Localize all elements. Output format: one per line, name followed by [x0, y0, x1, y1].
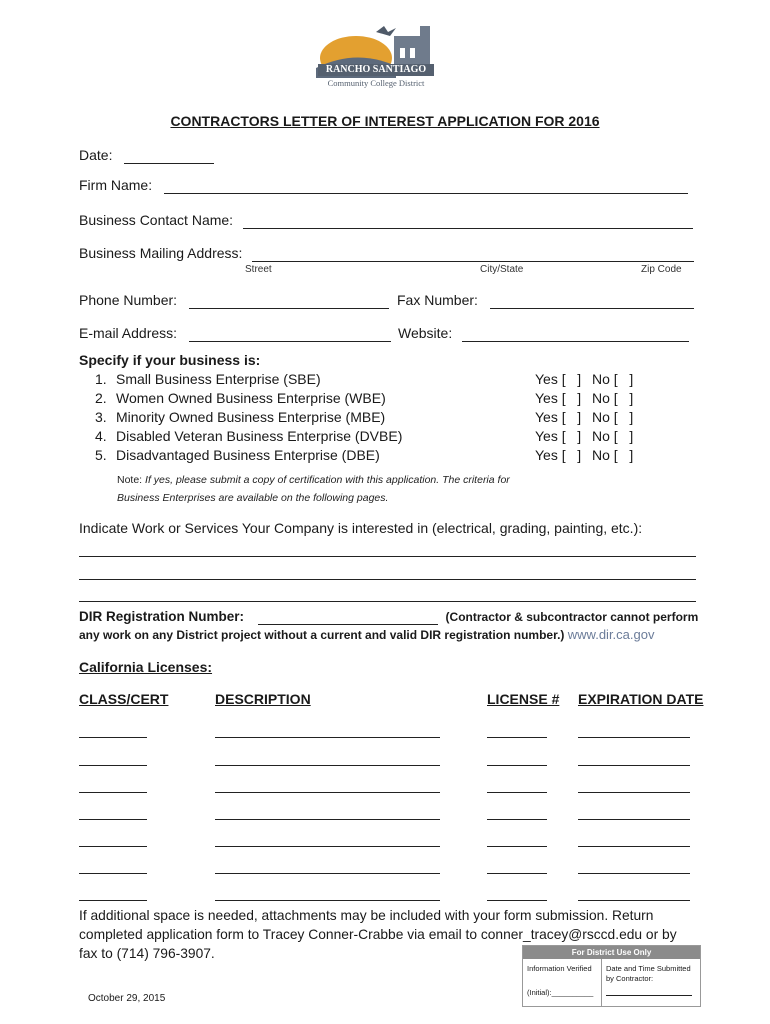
- phone-row: [79, 292, 389, 309]
- date-time-label-2: by Contractor:: [606, 974, 654, 983]
- district-logo: [316, 18, 436, 90]
- license-number-field[interactable]: [487, 737, 547, 738]
- dir-link[interactable]: www.dir.ca.gov: [567, 627, 655, 642]
- no-checkbox[interactable]: No [ ]: [592, 371, 634, 387]
- item-label: Small Business Enterprise (SBE): [116, 371, 321, 387]
- firm-name-field[interactable]: [164, 177, 688, 194]
- description-field[interactable]: [215, 819, 440, 820]
- dbe-yes-no: [535, 447, 633, 463]
- closing-line-2: completed application form to Tracey Conner-Crabbe via email to conner_tracey@rsccd.edu or by: [79, 927, 677, 942]
- list-item: [95, 428, 402, 444]
- item-number: 1.: [95, 371, 107, 387]
- item-number: 2.: [95, 390, 107, 406]
- col-license-number: LICENSE #: [487, 691, 560, 707]
- contact-name-field[interactable]: [243, 212, 693, 229]
- no-checkbox[interactable]: No [ ]: [592, 390, 634, 406]
- item-label: Disadvantaged Business Enterprise (DBE): [116, 447, 380, 463]
- firm-name-label: Firm Name:: [79, 177, 153, 193]
- license-number-field[interactable]: [487, 846, 547, 847]
- col-expiration-date: EXPIRATION DATE: [578, 691, 704, 707]
- info-verified-label: Information Verified: [527, 964, 592, 973]
- class-field[interactable]: [79, 846, 147, 847]
- class-field[interactable]: [79, 765, 147, 766]
- class-field[interactable]: [79, 737, 147, 738]
- license-number-field[interactable]: [487, 792, 547, 793]
- licenses-heading: California Licenses:: [79, 659, 213, 675]
- note-label: Note:: [117, 474, 143, 486]
- col-class-cert: CLASS/CERT: [79, 691, 169, 707]
- street-caption: Street: [245, 264, 272, 275]
- item-number: 5.: [95, 447, 107, 463]
- work-line-2[interactable]: [79, 579, 696, 580]
- no-checkbox[interactable]: No [ ]: [592, 447, 634, 463]
- firm-name-row: [79, 177, 688, 194]
- no-checkbox[interactable]: No [ ]: [592, 409, 634, 425]
- class-field[interactable]: [79, 819, 147, 820]
- closing-line-1: If additional space is needed, attachments may be included with your form submission. Return: [79, 908, 654, 923]
- date-field[interactable]: [124, 147, 214, 164]
- class-field[interactable]: [79, 792, 147, 793]
- fax-row: [397, 292, 694, 309]
- item-number: 3.: [95, 409, 107, 425]
- expiration-field[interactable]: [578, 792, 690, 793]
- item-label: Minority Owned Business Enterprise (MBE): [116, 409, 386, 425]
- box-divider: [601, 959, 602, 1006]
- contact-name-label: Business Contact Name:: [79, 212, 234, 228]
- yes-checkbox[interactable]: Yes [ ]: [535, 409, 582, 425]
- fax-label: Fax Number:: [397, 292, 478, 308]
- website-label: Website:: [398, 325, 453, 341]
- work-line-1[interactable]: [79, 556, 696, 557]
- sbe-yes-no: [535, 371, 633, 387]
- expiration-field[interactable]: [578, 819, 690, 820]
- note-line-2: Business Enterprises are available on the following pages.: [117, 492, 389, 504]
- logo-text-sub: Community College District: [327, 78, 425, 88]
- description-field[interactable]: [215, 737, 440, 738]
- dvbe-yes-no: [535, 428, 633, 444]
- list-item: [95, 371, 321, 387]
- website-field[interactable]: [462, 325, 689, 342]
- item-number: 4.: [95, 428, 107, 444]
- fax-field[interactable]: [490, 292, 694, 309]
- district-use-header: For District Use Only: [523, 946, 700, 959]
- date-row: [79, 147, 214, 164]
- license-number-field[interactable]: [487, 819, 547, 820]
- item-label: Women Owned Business Enterprise (WBE): [116, 390, 386, 406]
- date-time-label-1: Date and Time Submitted: [606, 964, 691, 973]
- dir-number-field[interactable]: [258, 609, 438, 625]
- expiration-field[interactable]: [578, 873, 690, 874]
- zip-caption: Zip Code: [641, 264, 682, 275]
- mbe-yes-no: [535, 409, 633, 425]
- dir-text-2: any work on any District project without a current and valid DIR registration number.): [79, 628, 565, 642]
- email-label: E-mail Address:: [79, 325, 178, 341]
- description-field[interactable]: [215, 846, 440, 847]
- email-row: [79, 325, 391, 342]
- mailing-address-row: [79, 245, 694, 262]
- license-number-field[interactable]: [487, 765, 547, 766]
- phone-field[interactable]: [189, 292, 389, 309]
- closing-line-3: fax to (714) 796-3907.: [79, 946, 215, 961]
- yes-checkbox[interactable]: Yes [ ]: [535, 371, 582, 387]
- class-field[interactable]: [79, 900, 147, 901]
- license-number-field[interactable]: [487, 873, 547, 874]
- specify-heading: Specify if your business is:: [79, 352, 261, 368]
- description-field[interactable]: [215, 900, 440, 901]
- item-label: Disabled Veteran Business Enterprise (DVBE): [116, 428, 403, 444]
- list-item: [95, 447, 380, 463]
- district-use-box: [522, 945, 701, 1007]
- description-field[interactable]: [215, 873, 440, 874]
- description-field[interactable]: [215, 765, 440, 766]
- page-title: CONTRACTORS LETTER OF INTEREST APPLICATION FOR 2016: [170, 113, 600, 129]
- certification-note: [117, 474, 510, 486]
- expiration-field[interactable]: [578, 765, 690, 766]
- dir-text-1: (Contractor & subcontractor cannot perform: [445, 610, 699, 624]
- work-line-3[interactable]: [79, 601, 696, 602]
- dir-row-2: [79, 627, 654, 642]
- website-row: [398, 325, 689, 342]
- date-time-field[interactable]: [606, 995, 692, 996]
- note-line-1: If yes, please submit a copy of certification with this application. The criteria for: [145, 474, 510, 486]
- expiration-field[interactable]: [578, 900, 690, 901]
- license-number-field[interactable]: [487, 900, 547, 901]
- list-item: [95, 390, 386, 406]
- date-label: Date:: [79, 147, 113, 163]
- footer-date: October 29, 2015: [88, 993, 166, 1004]
- dir-label: DIR Registration Number:: [79, 609, 245, 624]
- description-field[interactable]: [215, 792, 440, 793]
- col-description: DESCRIPTION: [215, 691, 311, 707]
- mailing-address-field[interactable]: [252, 245, 694, 262]
- email-field[interactable]: [189, 325, 391, 342]
- initial-field[interactable]: (Initial):__________: [527, 988, 594, 997]
- city-state-caption: City/State: [480, 264, 524, 275]
- mailing-address-label: Business Mailing Address:: [79, 245, 243, 261]
- logo-text-main: RANCHO SANTIAGO: [318, 64, 434, 76]
- dir-row: [79, 609, 698, 625]
- expiration-field[interactable]: [578, 846, 690, 847]
- no-checkbox[interactable]: No [ ]: [592, 428, 634, 444]
- work-prompt: Indicate Work or Services Your Company is interested in (electrical, grading, painting, etc.):: [79, 520, 643, 536]
- yes-checkbox[interactable]: Yes [ ]: [535, 447, 582, 463]
- contact-name-row: [79, 212, 693, 229]
- wbe-yes-no: [535, 390, 633, 406]
- yes-checkbox[interactable]: Yes [ ]: [535, 390, 582, 406]
- class-field[interactable]: [79, 873, 147, 874]
- yes-checkbox[interactable]: Yes [ ]: [535, 428, 582, 444]
- phone-label: Phone Number:: [79, 292, 178, 308]
- expiration-field[interactable]: [578, 737, 690, 738]
- list-item: [95, 409, 385, 425]
